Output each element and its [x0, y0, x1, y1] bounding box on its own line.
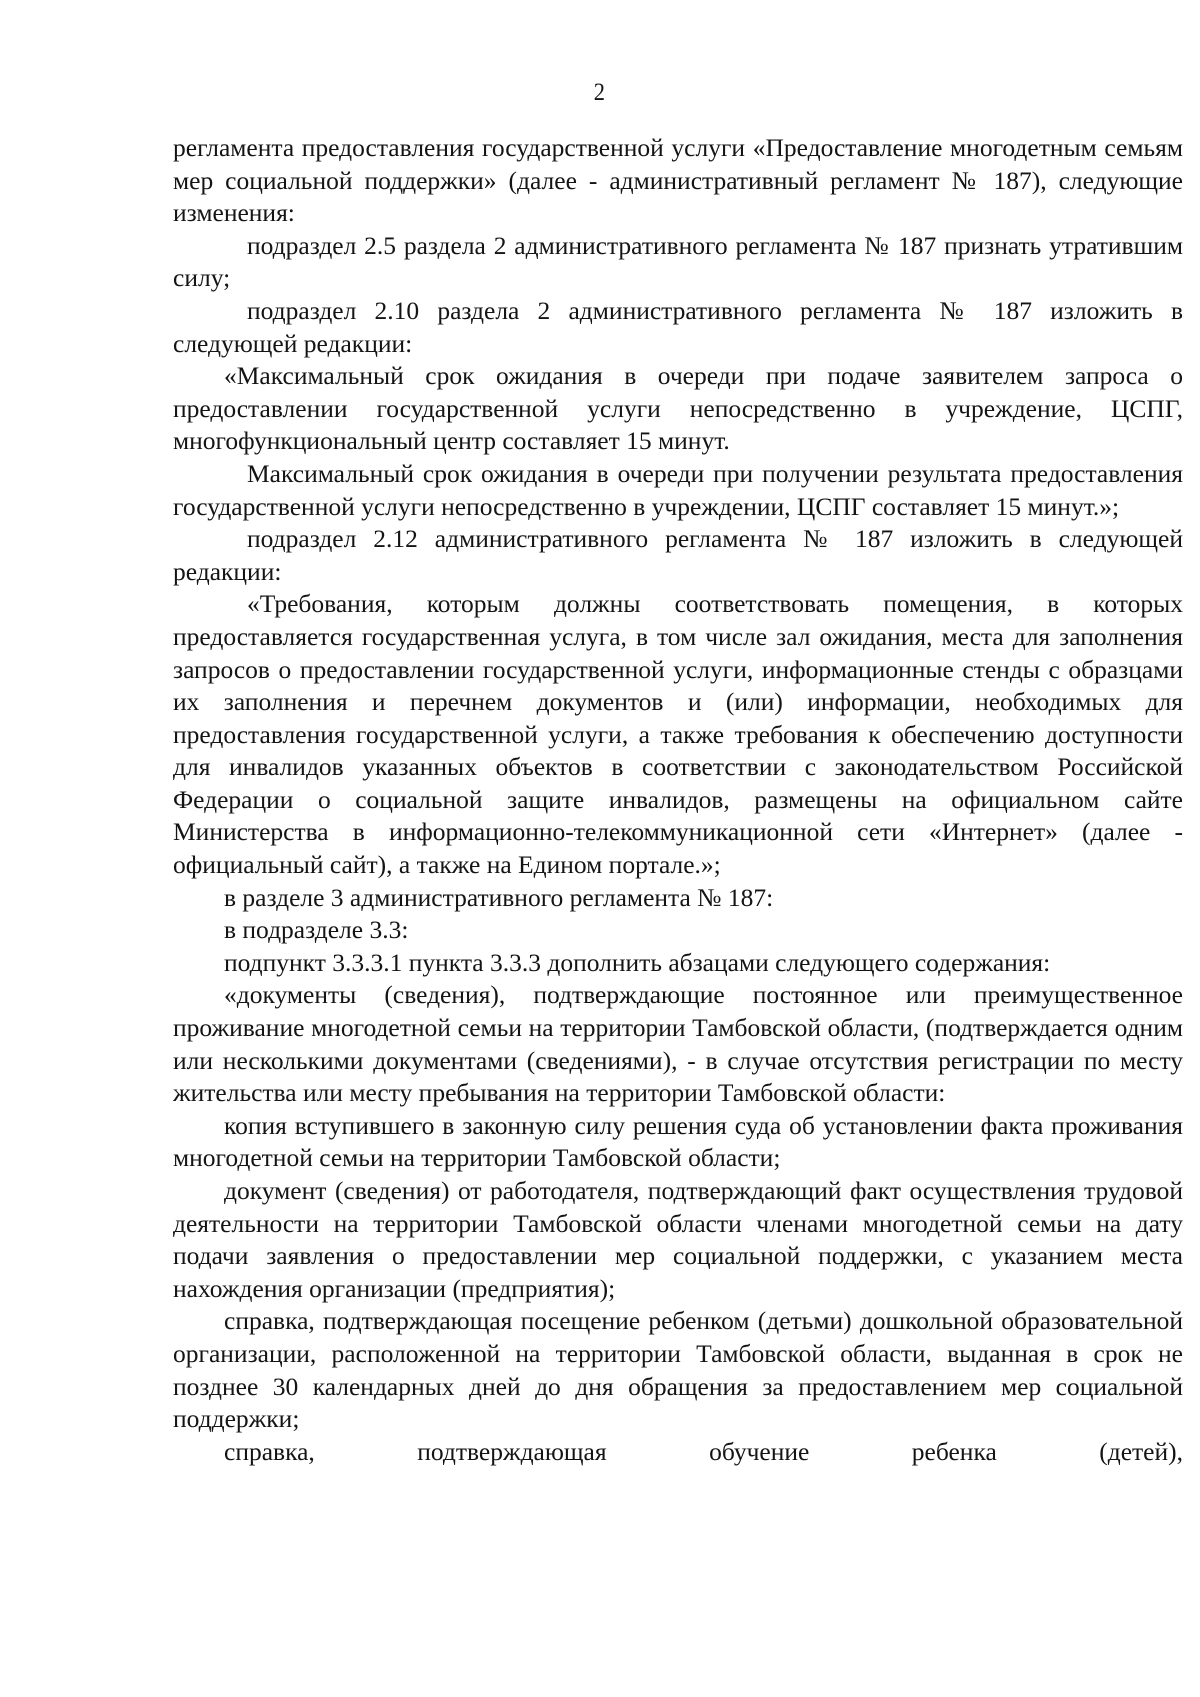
paragraph: подраздел 2.12 административного регламента № 187 изложить в следующей редакции: [173, 524, 1183, 586]
document-body [173, 132, 1183, 1468]
paragraph: Максимальный срок ожидания в очереди при получении результата предоставления государственной услуги непосредственно в учреждении, ЦСПГ составляет 15 минут.»; [173, 458, 1183, 521]
paragraph: копия вступившего в законную силу решения суда об установлении факта проживания многодетной семьи на территории Тамбовской области; [173, 1110, 1183, 1173]
paragraph: «Максимальный срок ожидания в очереди при подаче заявителем запроса о предоставлении государственной услуги непосредственно в учреждение, ЦСПГ, многофункциональный центр составляет 15 минут. [173, 361, 1183, 456]
paragraph: справка, подтверждающая посещение ребенком (детьми) дошкольной образовательной организации, расположенной на территории Тамбовской области, выданная в срок не позднее 30 календарных дней до дня обращения за предоставлением мер социальной поддержки; [173, 1306, 1183, 1434]
page-number: 2 [593, 79, 606, 106]
paragraph: документ (сведения) от работодателя, подтверждающий факт осуществления трудовой деятельности на территории Тамбовской области членами многодетной семьи на дату подачи заявления о предоставлении мер социальной поддержки, с указанием места нахождения организации (предприятия); [173, 1176, 1183, 1303]
paragraph: подраздел 2.5 раздела 2 административного регламента № 187 признать утратившим силу; [173, 230, 1183, 293]
paragraph: в разделе 3 административного регламента № 187: [224, 882, 774, 912]
paragraph: справка, подтверждающая обучение ребенка (детей), [224, 1436, 1183, 1466]
paragraph: регламента предоставления государственной услуги «Предоставление многодетным семьям мер социальной поддержки» (далее - административный регламент № 187), следующие изменения: [173, 133, 1183, 228]
paragraph: «документы (сведения), подтверждающие постоянное или преимущественное проживание многодетной семьи на территории Тамбовской области, (подтверждается одним или несколькими документами (сведениями), - в случае отсутствия регистрации по месту жительства или месту пребывания на территории Тамбовской области: [173, 980, 1183, 1108]
paragraph: подраздел 2.10 раздела 2 административного регламента № 187 изложить в следующей редакции: [173, 295, 1183, 358]
paragraph: «Требования, которым должны соответствовать помещения, в которых предоставляется государственная услуга, в том числе зал ожидания, места для заполнения запросов о предоставлении государственной услуги, информационные стенды с образцами их заполнения и перечнем документов и (или) информации, необходимых для предоставления государственной услуги, а также требования к обеспечению доступности для инвалидов указанных объектов в соответствии с законодательством Российской Федерации о социальной защите инвалидов, размещены на официальном сайте Министерства в информационно-телекоммуникационной сети «Интернет» (далее - официальный сайт), а также на Едином портале.»; [173, 589, 1183, 880]
paragraph: подпункт 3.3.3.1 пункта 3.3.3 дополнить абзацами следующего содержания: [224, 947, 1051, 977]
paragraph: в подразделе 3.3: [224, 915, 409, 945]
